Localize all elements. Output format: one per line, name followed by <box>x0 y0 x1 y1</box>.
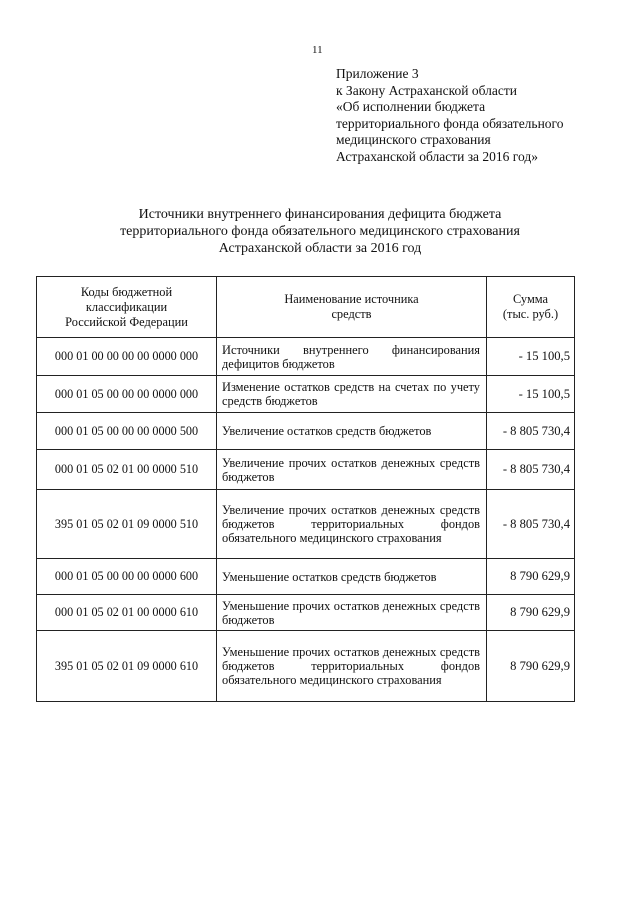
financing-sources-table <box>36 276 575 702</box>
row-amount: - 15 100,5 <box>487 338 575 376</box>
table-row <box>37 595 575 631</box>
appendix-line: «Об исполнении бюджета <box>336 99 486 114</box>
table-header-row <box>37 277 575 338</box>
row-amount: - 8 805 730,4 <box>487 450 575 490</box>
header-code: Коды бюджетной классификации Российской Федерации <box>37 277 217 338</box>
appendix-line: Приложение 3 <box>336 66 419 81</box>
table-row <box>37 413 575 450</box>
table-row <box>37 631 575 702</box>
title-line: Источники внутреннего финансирования дефицита бюджета <box>138 207 502 222</box>
header-amount: Сумма (тыс. руб.) <box>487 277 575 338</box>
row-code: 000 01 05 02 01 00 0000 610 <box>37 595 217 631</box>
page-number: 11 <box>312 44 323 56</box>
header-name: Наименование источника средств <box>217 277 487 338</box>
appendix-line: медицинского страхования <box>336 132 491 147</box>
title-line: Астраханской области за 2016 год <box>218 241 422 256</box>
document-title <box>0 206 640 257</box>
row-amount: - 8 805 730,4 <box>487 490 575 559</box>
table-row <box>37 376 575 413</box>
row-amount: - 15 100,5 <box>487 376 575 413</box>
row-code: 000 01 05 00 00 00 0000 600 <box>37 559 217 595</box>
row-amount: - 8 805 730,4 <box>487 413 575 450</box>
table-row <box>37 450 575 490</box>
title-line: территориального фонда обязательного медицинского страхования <box>120 224 520 239</box>
table-row <box>37 490 575 559</box>
row-name: Изменение остатков средств на счетах по учету средств бюджетов <box>217 376 487 413</box>
row-amount: 8 790 629,9 <box>487 559 575 595</box>
appendix-line: к Закону Астраханской области <box>336 82 518 98</box>
row-amount: 8 790 629,9 <box>487 595 575 631</box>
row-code: 000 01 05 00 00 00 0000 500 <box>37 413 217 450</box>
row-code: 000 01 05 00 00 00 0000 000 <box>37 376 217 413</box>
row-code: 000 01 05 02 01 00 0000 510 <box>37 450 217 490</box>
row-code: 000 01 00 00 00 00 0000 000 <box>37 338 217 376</box>
row-code: 395 01 05 02 01 09 0000 610 <box>37 631 217 702</box>
appendix-line: территориального фонда обязательного <box>336 115 564 131</box>
row-amount: 8 790 629,9 <box>487 631 575 702</box>
row-name: Уменьшение прочих остатков денежных средств бюджетов <box>217 595 487 631</box>
appendix-header <box>336 66 564 165</box>
row-name: Увеличение остатков средств бюджетов <box>217 413 487 450</box>
row-name: Увеличение прочих остатков денежных средств бюджетов <box>217 450 487 490</box>
row-name: Увеличение прочих остатков денежных средств бюджетов территориальных фондов обязательного медицинского страхования <box>217 490 487 559</box>
row-name: Уменьшение прочих остатков денежных средств бюджетов территориальных фондов обязательного медицинского страхования <box>217 631 487 702</box>
table-row <box>37 559 575 595</box>
row-code: 395 01 05 02 01 09 0000 510 <box>37 490 217 559</box>
row-name: Источники внутреннего финансирования дефицитов бюджетов <box>217 338 487 376</box>
row-name: Уменьшение остатков средств бюджетов <box>217 559 487 595</box>
appendix-line: Астраханской области за 2016 год» <box>336 148 538 164</box>
table-row <box>37 338 575 376</box>
